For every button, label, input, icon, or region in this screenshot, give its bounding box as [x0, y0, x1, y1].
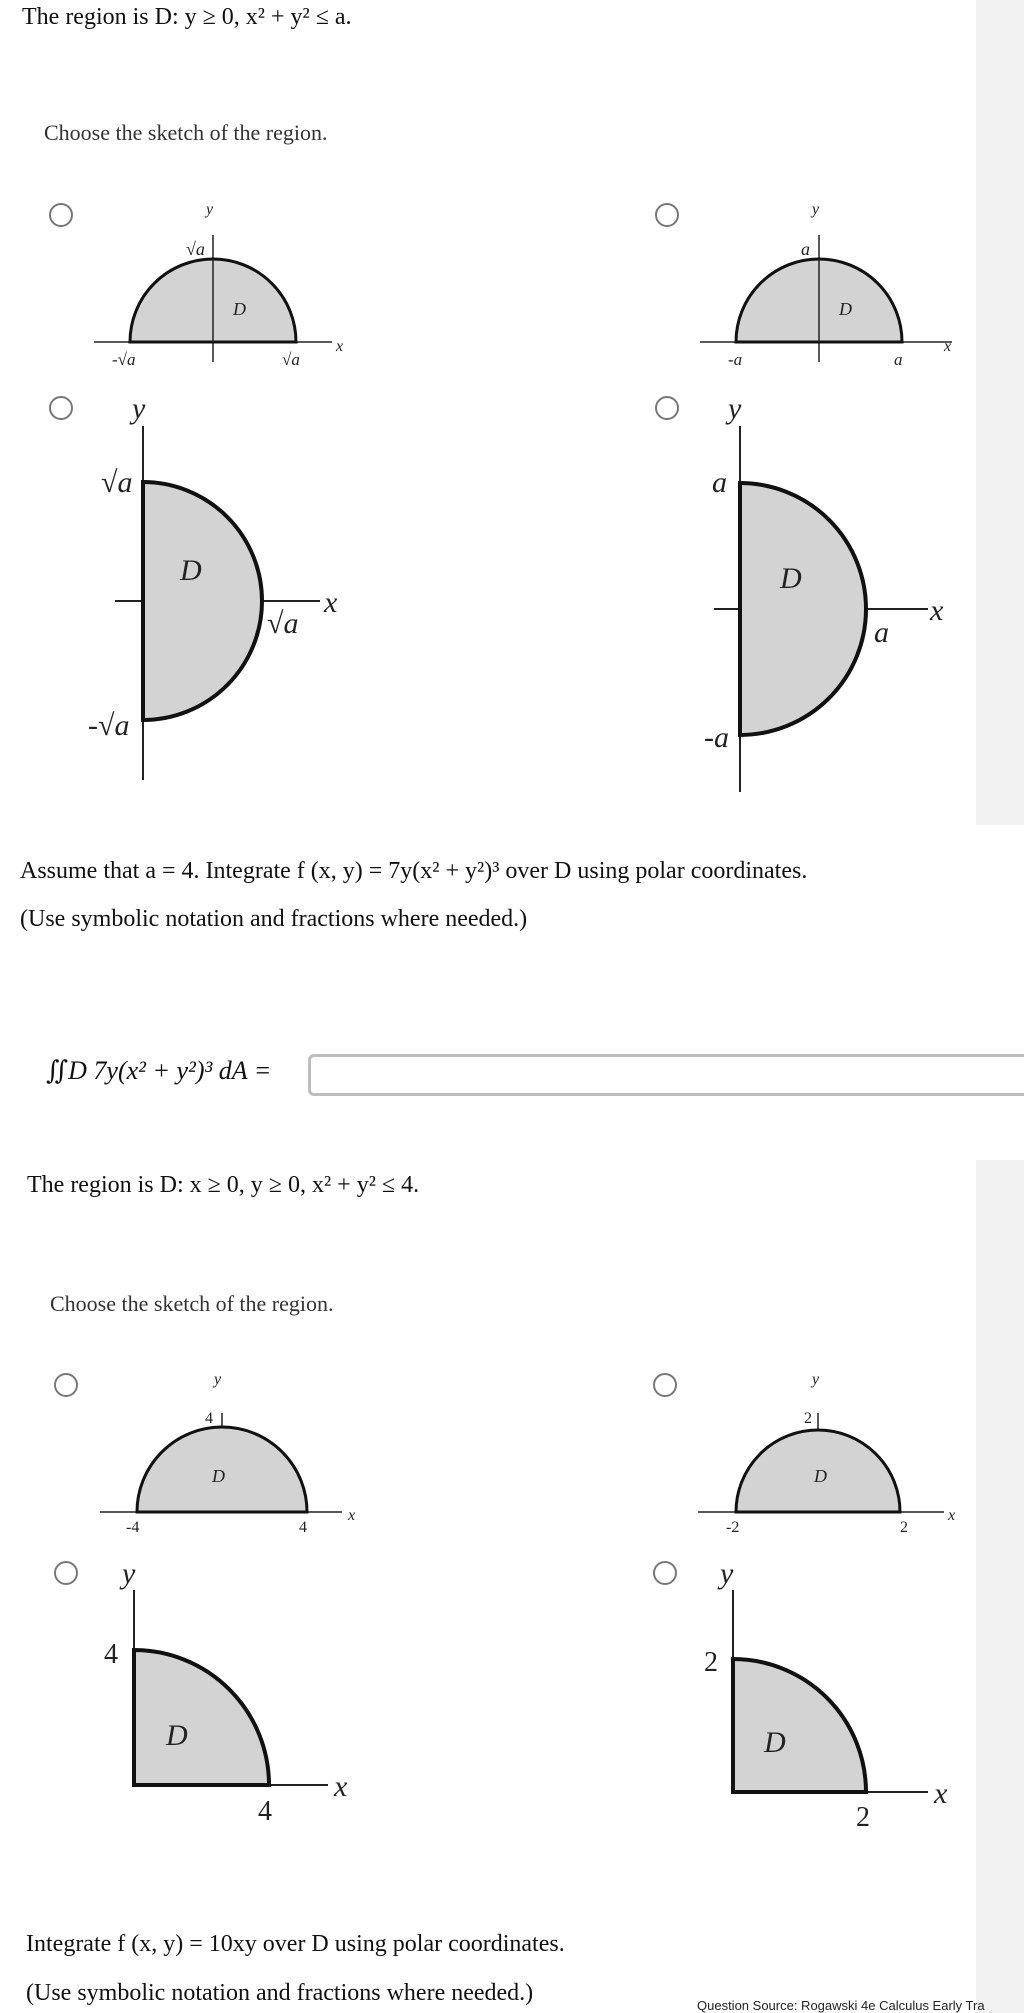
d-label: D — [233, 299, 246, 319]
q2-option-2-radio[interactable] — [653, 1373, 677, 1397]
top-label: 2 — [704, 1647, 718, 1678]
right-label: 4 — [299, 1519, 307, 1536]
x-label: x — [336, 338, 344, 355]
q1-integral-label: ∬D 7y(x² + y²)³ dA = — [46, 1056, 272, 1085]
q2-option-1-radio[interactable] — [54, 1373, 78, 1397]
d-label: D — [180, 554, 202, 587]
region-d — [134, 1650, 269, 1785]
y-label: y — [122, 1557, 136, 1590]
q2-option-4-radio[interactable] — [653, 1561, 677, 1585]
q1-option-4-radio[interactable] — [655, 396, 679, 420]
left-label: -4 — [126, 1519, 140, 1536]
d-label: D — [166, 1719, 188, 1752]
q1-option-2-sketch — [686, 195, 966, 385]
question-source: Question Source: Rogawski 4e Calculus Early Tra — [697, 1998, 985, 2013]
left-label: -2 — [726, 1519, 740, 1536]
d-label: D — [212, 1466, 225, 1486]
q1-choose-prompt: Choose the sketch of the region. — [44, 120, 328, 145]
x-label: x — [324, 586, 338, 619]
d-label: D — [814, 1466, 827, 1486]
q2-option-3-sketch — [90, 1555, 370, 1845]
region-d — [733, 1659, 866, 1792]
right-gutter — [976, 1160, 1024, 2013]
q2-option-2-sketch — [688, 1365, 968, 1545]
q1-option-1-radio[interactable] — [49, 203, 73, 227]
y-label: y — [720, 1557, 734, 1590]
q1-option-4-sketch — [686, 390, 966, 800]
region-d — [740, 483, 866, 735]
y-label: y — [812, 201, 820, 218]
q1-option-3-sketch — [80, 390, 360, 800]
top-label: 2 — [804, 1410, 812, 1427]
q2-option-4-sketch — [688, 1555, 968, 1845]
top-label: √a — [186, 239, 205, 259]
right-label: a — [894, 350, 903, 369]
right-label: √a — [282, 350, 300, 369]
right-label: 2 — [856, 1802, 870, 1833]
region-d — [143, 482, 262, 720]
q2-hint-text: (Use symbolic notation and fractions where needed.) — [26, 1980, 534, 2006]
y-label: y — [728, 392, 742, 425]
x-label: x — [334, 1770, 348, 1803]
right-gutter — [976, 0, 1024, 825]
q2-option-3-radio[interactable] — [54, 1561, 78, 1585]
q1-option-3-radio[interactable] — [49, 396, 73, 420]
top-label: a — [712, 466, 727, 499]
q2-choose-prompt: Choose the sketch of the region. — [50, 1291, 334, 1316]
d-label: D — [780, 562, 802, 595]
right-label: a — [874, 616, 889, 649]
q1-answer-input[interactable] — [308, 1054, 1024, 1096]
y-label: y — [812, 1371, 820, 1388]
top-label: a — [801, 239, 810, 259]
x-label: x — [930, 594, 944, 627]
right-label: 2 — [900, 1519, 908, 1536]
q2-integrate-text: Integrate f (x, y) = 10xy over D using polar coordinates. — [26, 1931, 565, 1957]
d-label: D — [764, 1726, 786, 1759]
x-label: x — [944, 338, 952, 355]
q1-assume-text: Assume that a = 4. Integrate f (x, y) = 7y(x² + y²)³ over D using polar coordinates. — [20, 858, 808, 884]
bottom-label: -√a — [88, 709, 130, 742]
q2-region-text: The region is D: x ≥ 0, y ≥ 0, x² + y² ≤ 4. — [27, 1172, 420, 1198]
left-label: -a — [728, 350, 743, 369]
x-label: x — [934, 1777, 948, 1810]
bottom-label: -a — [704, 721, 729, 754]
q1-region-text: The region is D: y ≥ 0, x² + y² ≤ a. — [22, 4, 352, 30]
q1-option-2-radio[interactable] — [655, 203, 679, 227]
q2-option-1-sketch — [90, 1365, 370, 1545]
right-label: 4 — [258, 1796, 272, 1827]
x-label: x — [948, 1507, 956, 1524]
right-label: √a — [267, 607, 299, 640]
q1-hint-text: (Use symbolic notation and fractions where needed.) — [20, 906, 528, 932]
top-label: 4 — [104, 1639, 118, 1670]
x-label: x — [348, 1507, 356, 1524]
left-label: -√a — [112, 350, 136, 369]
y-label: y — [206, 201, 214, 218]
y-label: y — [214, 1371, 222, 1388]
d-label: D — [839, 299, 852, 319]
top-label: 4 — [205, 1410, 213, 1427]
q1-option-1-sketch — [80, 195, 360, 385]
top-label: √a — [101, 466, 133, 499]
y-label: y — [132, 392, 146, 425]
